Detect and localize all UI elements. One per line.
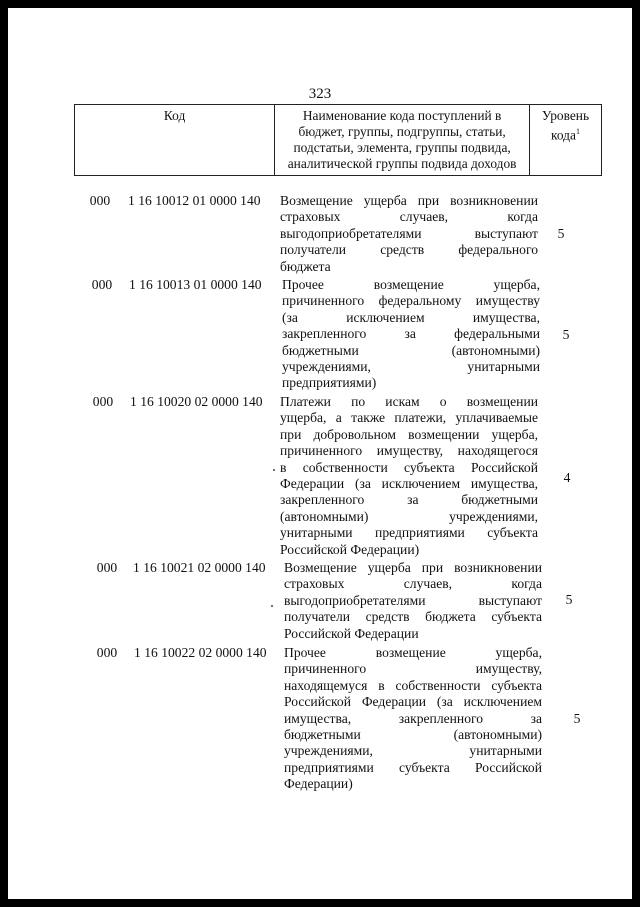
header-name-line: подстатьи, элемента, группы подвида,: [293, 140, 511, 155]
income-name-line: ущерба, а также платежи, уплачиваемые: [280, 410, 538, 426]
budget-classification-code: 1 16 10020 02 0000 140: [130, 394, 263, 409]
income-name-line: Возмещение ущерба при возникновении: [284, 560, 542, 575]
income-name-line: унитарными предприятиями субъекта: [280, 525, 538, 541]
budget-classification-code: 1 16 10022 02 0000 140: [134, 645, 267, 660]
header-name-line: аналитической группы подвида доходов: [287, 156, 517, 171]
income-name-line: Федерации): [284, 776, 353, 792]
income-name-line: имущества, закрепленного за: [284, 710, 542, 726]
income-name-line: получатели средств бюджета субъекта: [284, 609, 542, 625]
header-level-cell: [529, 105, 601, 176]
income-name-line: Прочее возмещение ущерба,: [282, 277, 540, 292]
code-level: 5: [562, 327, 570, 342]
header-row: [75, 105, 602, 176]
income-name-line: закрепленного за бюджетными: [280, 492, 538, 508]
income-name-line: предприятиями): [282, 375, 377, 391]
income-name-line: (за исключением имущества,: [282, 309, 540, 325]
income-name: [284, 560, 542, 642]
header-name-cell: [275, 105, 530, 176]
admin-code: 000: [91, 277, 113, 292]
income-name-line: выгодоприобретателями выступают: [284, 592, 542, 608]
admin-code: 000: [92, 394, 114, 409]
header-level-label: Уровень: [541, 108, 590, 123]
budget-classification-code: 1 16 10021 02 0000 140: [133, 560, 266, 575]
footnote-marker: 1: [575, 127, 580, 136]
income-name: [280, 193, 538, 275]
income-name-line: при добровольном возмещении ущерба,: [280, 426, 538, 442]
document-page: [8, 8, 632, 899]
income-name-line: страховых случаев, когда: [284, 576, 542, 592]
page-number: 323: [308, 86, 332, 102]
income-name-line: закрепленного за федеральными: [282, 326, 540, 342]
income-name-line: причиненного имуществу, находящегося: [280, 443, 538, 459]
income-name-line: Платежи по искам о возмещении: [280, 394, 538, 409]
income-name-line: (автономными) учреждениями,: [280, 508, 538, 524]
income-name-line: получатели средств федерального: [280, 242, 538, 258]
income-name-line: Российской Федерации): [280, 541, 420, 557]
income-name-line: выгодоприобретателями выступают: [280, 225, 538, 241]
income-name-line: причиненного имуществу,: [284, 661, 542, 677]
income-name: [280, 394, 538, 558]
income-name-line: учреждениями, унитарными: [282, 358, 540, 374]
admin-code: 000: [96, 645, 118, 660]
code-level: 5: [573, 711, 581, 726]
admin-code: 000: [89, 193, 111, 208]
income-name-line: Федерации (за исключением имущества,: [280, 475, 538, 491]
income-name: [282, 277, 540, 392]
income-name-line: Российской Федерации: [284, 625, 419, 641]
header-code-cell: [75, 105, 275, 176]
income-name-line: в собственности субъекта Российской: [280, 459, 538, 475]
header-name-line: бюджет, группы, подгруппы, статьи,: [298, 124, 506, 139]
budget-classification-code: 1 16 10012 01 0000 140: [128, 193, 261, 208]
header-code-label: Код: [163, 108, 186, 123]
header-level-label-line2: [534, 124, 597, 143]
income-name-line: причиненного федеральному имуществу: [282, 293, 540, 309]
income-name-line: Российской Федерации (за исключением: [284, 694, 542, 710]
income-name-line: бюджетными (автономными): [282, 342, 540, 358]
admin-code: 000: [96, 560, 118, 575]
code-level: 4: [563, 470, 571, 485]
header-name-line: Наименование кода поступлений в: [302, 108, 502, 123]
income-name-line: бюджетными (автономными): [284, 726, 542, 742]
income-name: [284, 645, 542, 793]
income-name-line: учреждениями, унитарными: [284, 743, 542, 759]
income-name-line: бюджета: [280, 258, 331, 274]
scan-speck: [273, 469, 275, 471]
income-name-line: Прочее возмещение ущерба,: [284, 645, 542, 660]
header-level-code-word: кода: [551, 127, 576, 143]
income-name-line: страховых случаев, когда: [280, 209, 538, 225]
income-name-line: Возмещение ущерба при возникновении: [280, 193, 538, 208]
table-header: [74, 104, 602, 176]
code-level: 5: [557, 226, 565, 241]
code-level: 5: [565, 592, 573, 607]
income-name-line: предприятиями субъекта Российской: [284, 759, 542, 775]
budget-classification-code: 1 16 10013 01 0000 140: [129, 277, 262, 292]
income-name-line: находящемуся в собственности субъекта: [284, 677, 542, 693]
scan-speck: [271, 605, 273, 607]
